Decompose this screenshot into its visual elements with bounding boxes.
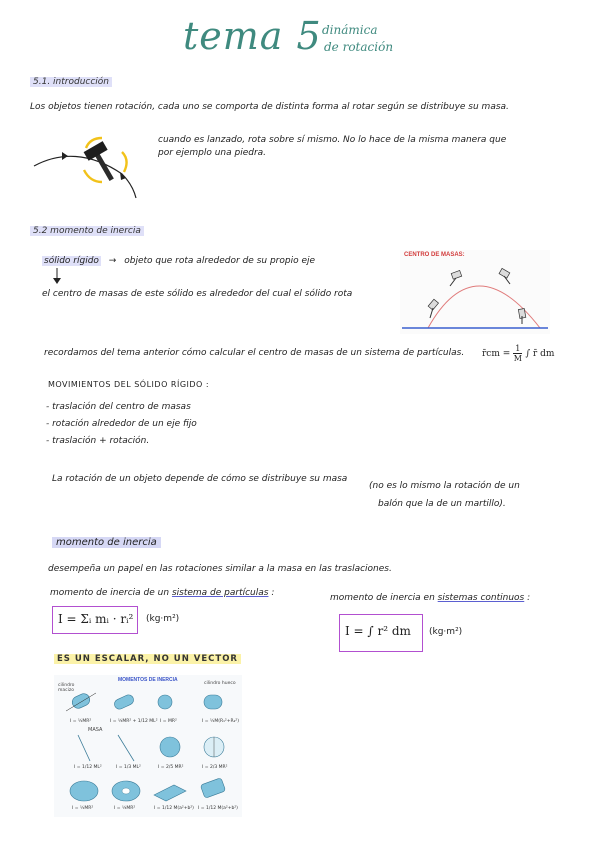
table-formula-7: I = 2/5 MR² [158, 765, 184, 770]
particles-formula: I = Σᵢ mᵢ · rᵢ² [58, 612, 134, 626]
table-row-2-shapes [62, 731, 242, 765]
subtitle-line-2: de rotación [324, 40, 394, 54]
center-of-mass-figure [400, 250, 550, 334]
inertia-table-figure [54, 675, 242, 817]
table-formula-5: I = 1/12 ML² [74, 765, 102, 770]
table-formula-1: I = ½MR² [70, 719, 92, 724]
table-formula-2: I = ¼MR² + 1/12 ML² [110, 719, 158, 724]
formula-rhs: ∫ r̄ dm [525, 348, 555, 359]
section-heading-intro: 5.1. introducción [30, 77, 112, 87]
page-title: tema 5 [183, 14, 322, 58]
movement-item-3: - traslación + rotación. [46, 436, 150, 446]
particles-formula-box [52, 606, 138, 634]
table-row-1-shapes [62, 689, 242, 721]
rotation-text-line-3: balón que la de un martillo). [378, 499, 506, 509]
inertia-description: desempeña un papel en las rotaciones similar a la masa en las traslaciones. [48, 564, 392, 574]
movements-title: MOVIMIENTOS DEL SÓLIDO RÍGIDO : [48, 380, 210, 389]
table-formula-4: I = ½M(R₁²+R₂²) [202, 719, 239, 724]
table-formula-3: I = MR² [160, 719, 177, 724]
table-formula-12: I = 1/12 M(a²+b²) [198, 806, 238, 811]
hammer-note-line-1: cuando es lanzado, rota sobre sí mismo. No lo hace de la misma manera que [158, 135, 507, 145]
particles-label [50, 588, 274, 598]
table-label-left: cilindro macizo [58, 683, 75, 693]
inertia-heading: momento de inercia [52, 537, 161, 548]
particles-label-underlined: sistema de partículas [171, 588, 269, 598]
center-of-mass-formula [482, 344, 554, 363]
continuous-label-underlined: sistemas continuos [437, 593, 525, 603]
center-of-mass-text: el centro de masas de este sólido es alrededor del cual el sólido rota [42, 289, 353, 299]
solid-definition-line [42, 256, 315, 266]
movement-item-2: - rotación alrededor de un eje fijo [46, 419, 197, 429]
table-title: MOMENTOS DE INERCIA [118, 677, 178, 683]
movement-item-1: - traslación del centro de masas [46, 402, 191, 412]
page-subtitle [322, 22, 393, 56]
continuous-formula-box [339, 614, 423, 652]
hammer-rotation-illustration [30, 130, 150, 200]
solid-definition: objeto que rota alrededor de su propio eje [124, 256, 316, 266]
table-formula-8: I = 2/3 MR² [202, 765, 228, 770]
scalar-note: ES UN ESCALAR, NO UN VECTOR [54, 654, 241, 664]
formula-fraction [513, 344, 522, 363]
particles-label-post: : [271, 588, 275, 598]
continuous-label [330, 593, 530, 603]
continuous-formula: I = ∫ r² dm [345, 624, 411, 638]
arrow-glyph: → [108, 256, 117, 266]
subtitle-line-1: dinámica [322, 23, 378, 37]
continuous-units: (kg·m²) [429, 627, 463, 637]
recall-paragraph: recordamos del tema anterior cómo calcular el centro de masas de un sistema de partículas. [44, 348, 465, 358]
continuous-label-pre: momento de inercia en [330, 593, 435, 603]
section-heading-inertia: 5.2 momento de inercia [30, 226, 144, 236]
particles-label-pre: momento de inercia de un [50, 588, 170, 598]
trajectory-arc [400, 250, 550, 334]
table-label-mass: MASA [88, 727, 103, 733]
rotation-text-line-1: La rotación de un objeto depende de cómo se distribuye su masa [52, 474, 348, 484]
down-arrow-icon [52, 268, 62, 284]
table-label-right: cilindro hueco [204, 681, 236, 686]
continuous-label-post: : [527, 593, 531, 603]
particles-units: (kg·m²) [146, 614, 180, 624]
formula-denominator: M [513, 354, 522, 363]
formula-lhs: r̄cm = [482, 348, 511, 359]
table-formula-9: I = ½MR² [72, 806, 94, 811]
formula-numerator: 1 [515, 344, 521, 353]
table-formula-6: I = 1/3 ML² [116, 765, 141, 770]
figure-label: CENTRO DE MASAS: [404, 252, 465, 258]
rotation-text-line-2: (no es lo mismo la rotación de un [369, 481, 520, 491]
intro-paragraph: Los objetos tienen rotación, cada uno se comporta de distinta forma al rotar según se distribuye su masa. [30, 102, 509, 112]
hammer-note-line-2: por ejemplo una piedra. [158, 148, 267, 158]
table-row-3-shapes [62, 775, 242, 805]
table-formula-10: I = ¼MR² [114, 806, 136, 811]
solid-term: sólido rígido [44, 256, 99, 266]
table-formula-11: I = 1/12 M(a²+b²) [154, 806, 194, 811]
